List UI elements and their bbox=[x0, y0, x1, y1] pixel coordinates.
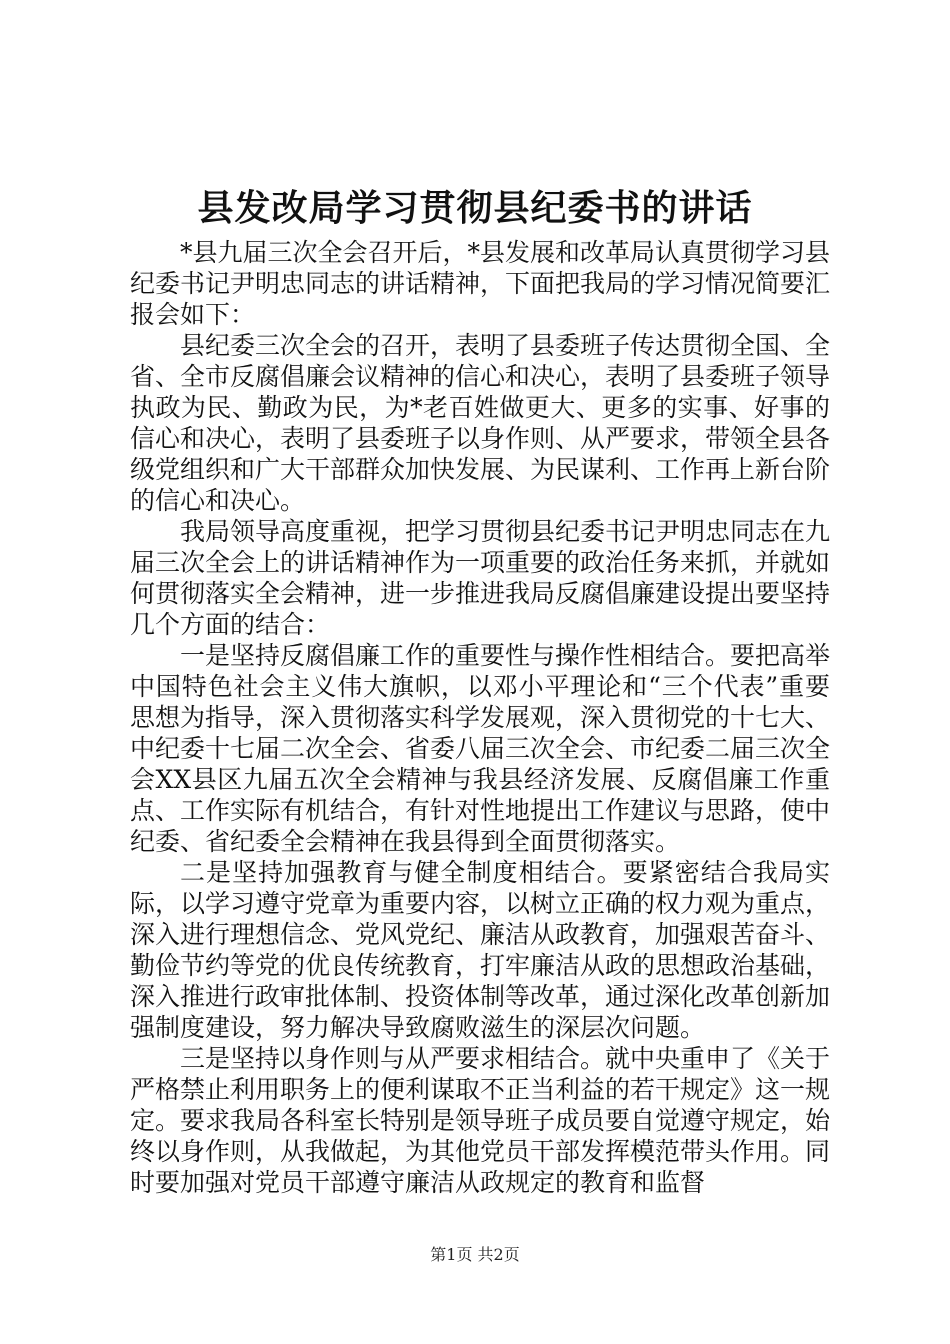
page-footer: 第1页 共2页 bbox=[430, 1245, 520, 1264]
paragraph-point-two: 二是坚持加强教育与健全制度相结合。要紧密结合我局实际，以学习遵守党章为重要内容，以树立正确的权力观为重点，深入进行理想信念、党风党纪、廉洁从政教育，加强艰苦奋斗、勤俭节约等党的优良传统教育，打牢廉洁从政的思想政治基础，深入推进行政审批体制、投资体制等改革，通过深化改革创新加强制度建设，努力解决导致腐败滋生的深层次问题。 bbox=[130, 858, 831, 1042]
document-title: 县发改局学习贯彻县纪委书的讲话 bbox=[197, 187, 753, 229]
document-body bbox=[130, 237, 830, 1198]
paragraph-meeting-significance: 县纪委三次全会的召开，表明了县委班子传达贯彻全国、全省、全市反腐倡廉会议精神的信心和决心，表明了县委班子领导执政为民、勤政为民，为*老百姓做更大、更多的实事、好事的信心和决心，表明了县委班子以身作则、从严要求，带领全县各级党组织和广大干部群众加快发展、为民谋利、工作再上新台阶的信心和决心。 bbox=[130, 331, 831, 515]
paragraph-point-one: 一是坚持反腐倡廉工作的重要性与操作性相结合。要把高举中国特色社会主义伟大旗帜，以邓小平理论和“三个代表”重要思想为指导，深入贯彻落实科学发展观，深入贯彻党的十七大、中纪委十七届二次全会、省委八届三次全会、市纪委二届三次全会XX县区九届五次全会精神与我县经济发展、反腐倡廉工作重点、工作实际有机结合，有针对性地提出工作建议与思路，使中纪委、省纪委全会精神在我县得到全面贯彻落实。 bbox=[130, 641, 831, 856]
paragraph-point-three: 三是坚持以身作则与从严要求相结合。就中央重申了《关于严格禁止利用职务上的便利谋取不正当利益的若干规定》这一规定。要求我局各科室长特别是领导班子成员要自觉遵守规定，始终以身作则，从我做起，为其他党员干部发挥模范带头作用。同时要加强对党员干部遵守廉洁从政规定的教育和监督 bbox=[130, 1044, 831, 1197]
paragraph-intro: *县九届三次全会召开后，*县发展和改革局认真贯彻学习县纪委书记尹明忠同志的讲话精神，下面把我局的学习情况简要汇报会如下： bbox=[130, 238, 831, 329]
paragraph-leadership-attention: 我局领导高度重视，把学习贯彻县纪委书记尹明忠同志在九届三次全会上的讲话精神作为一项重要的政治任务来抓，并就如何贯彻落实全会精神，进一步推进我局反腐倡廉建设提出要坚持几个方面的结合： bbox=[130, 517, 831, 639]
